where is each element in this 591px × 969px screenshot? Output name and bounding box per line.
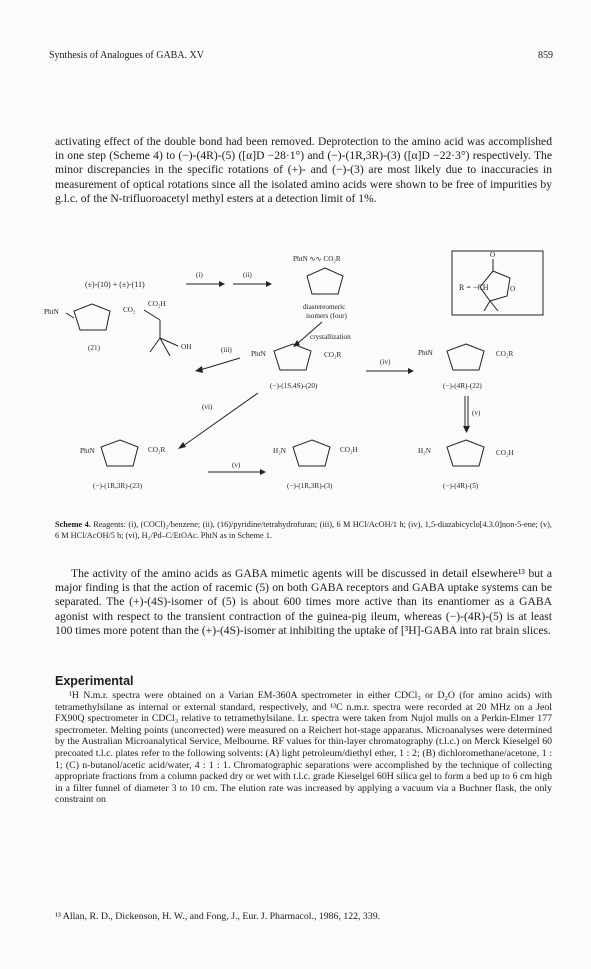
c21-phtn: PhtN — [44, 308, 59, 316]
step-iii-label: (iii) — [221, 346, 232, 354]
c20-ring — [274, 344, 311, 370]
c20-co2r: CO₂R — [324, 351, 342, 359]
experimental-text: ¹H N.m.r. spectra were obtained on a Varian EM-360A spectrometer in either CDCl₃ or D₂O (for amino acids) with tetramethylsilane as internal or external standard, respectively, and ¹³C n.m.r. spectra were recorded at 20 MHz on a Jeol FX90Q spectrometer in CDCl₃ relative to tetramethylsilane. I.r. spectra were taken from Nujol mulls on a Perkin-Elmer 177 spectrometer. Melting points (uncorrected) were measured on a Reichert hot-stage apparatus. Microanalyses were determined by the Australian Microanalytical Service, Melbourne. RF values for thin-layer chromatography (t.l.c.) on Merck Kieselgel 60 precoated t.l.c. plates refer to the following solvents: (A) light petroleum/diethyl ether, 1 : 2; (B) dichloromethane/acetone, 1 : 1; (C) n-butanol/acetic acid/water, 4 : 1 : 1. Chromatographic separations were accomplished by the technique of collecting appropriate fractions from a column packed dry or wet with t.l.c. grade Kieselgel 60H silica gel to form a bed up to 6 cm high in a filter funnel of diameter 3 to 10 cm. The elution rate was increased by applying a vacuum via a Buchner flask, the only constraint on — [55, 690, 552, 806]
isomers-label: isomers (four) — [306, 312, 347, 320]
crystallization-label: crystallization — [310, 333, 351, 341]
step-v-label-bottom: (v) — [232, 461, 241, 469]
running-header: Synthesis of Analogues of GABA. XV — [49, 50, 204, 61]
c21-label: (21) — [88, 344, 100, 352]
c20-label: (−)-(1S,4S)-(20) — [270, 382, 318, 390]
c22-phtn: PhtN — [418, 349, 433, 357]
c3-co2h: CO₂H — [340, 446, 358, 454]
step-i-label: (i) — [196, 271, 203, 279]
paragraph-1: activating effect of the double bond had been removed. Deprotection to the amino acid was accomplished in one step (Scheme 4) to (−)-(4R)-(5) ([α]D −28·1°) and (−)-(1R,3R)-(3) ([α]D −22·3°) respectively. The minor discrepancies in the specific rotations of (+)- and (−)-(3) are most likely due to inaccuracies in measurement of optical rotations since all the isolated amino acids were shown to be free of impurities by g.l.c. of the N-trifluoroacetyl methyl esters at a detection limit of 1%. — [55, 135, 552, 205]
step-vi-label: (vi) — [202, 403, 213, 411]
experimental-heading: Experimental — [55, 674, 134, 688]
diastereomeric-label: diastereomeric — [303, 303, 346, 311]
c23-phtn: PhtN — [80, 447, 95, 455]
c5-co2h: CO₂H — [496, 449, 514, 457]
c3-label: (−)-(1R,3R)-(3) — [287, 482, 333, 490]
c21-oh: OH — [181, 343, 192, 351]
c3-ring — [293, 440, 330, 466]
caption-text: Reagents: (i), (COCl)₂/benzene; (ii), (16)/pyridine/tetrahydrofuran; (iii), 6 M HCl/AcOH/1 h; (iv), 1,5-diazabicyclo[4.3.0]non-5-ene; (v), 6 M HCl/AcOH/5 h; (vi), H₂/Pd–C/EtOAc. PhtN as in Scheme 1. — [55, 520, 552, 540]
step-iv-label: (iv) — [380, 358, 391, 366]
c5-h2n: H₂N — [418, 447, 431, 455]
c22-label: (−)-(4R)-(22) — [443, 382, 482, 390]
c5-ring — [447, 440, 484, 466]
paragraph-2: The activity of the amino acids as GABA mimetic agents will be discussed in detail elsewhere¹³ but a major finding is that the action of racemic (5) on both GABA receptors and GABA uptake systems can be separated. The (+)-(4S)-isomer of (5) is about 600 times more active than its enantiomer as a GABA agonist with respect to the transient contraction of the guinea-pig ileum, whereas (−)-(4R)-(5) is at least 100 times more potent than the (+)-(4S)-isomer at inhibiting the uptake of [³H]-GABA into rat brain slices. — [55, 567, 552, 637]
footnote: ¹³ Allan, R. D., Dickenson, H. W., and Fong, J., Eur. J. Pharmacol., 1986, 122, 339. — [55, 911, 381, 922]
racemic-starting-materials: (±)-(10) + (±)-(11) — [85, 280, 145, 289]
c22-co2r: CO₂R — [496, 350, 514, 358]
step-v-label-right: (v) — [472, 409, 481, 417]
c3-h2n: H₂N — [273, 447, 286, 455]
r-definition-label: R = −CH — [459, 283, 489, 292]
step-ii-label: (ii) — [243, 271, 252, 279]
c23-co2r: CO₂R — [148, 446, 166, 454]
caption-title: Scheme 4. — [55, 520, 91, 529]
scheme-caption — [55, 519, 552, 541]
c21-co2: CO₂ — [123, 306, 136, 314]
top-product-pthn: PhtN ∿∿ CO₂R — [293, 255, 341, 263]
lactone-ring-o: O — [510, 285, 516, 293]
top-product-ring — [307, 268, 343, 294]
c21-co2h: CO₂H — [148, 300, 166, 308]
c22-ring — [447, 344, 484, 370]
c21-ring — [74, 304, 110, 330]
c23-label: (−)-(1R,3R)-(23) — [93, 482, 142, 490]
page-number: 859 — [538, 50, 553, 61]
c20-phtn: PhtN — [251, 350, 266, 358]
c23-ring — [101, 440, 138, 466]
lactone-carbonyl-o: O — [490, 251, 496, 259]
c5-label: (−)-(4R)-(5) — [443, 482, 479, 490]
